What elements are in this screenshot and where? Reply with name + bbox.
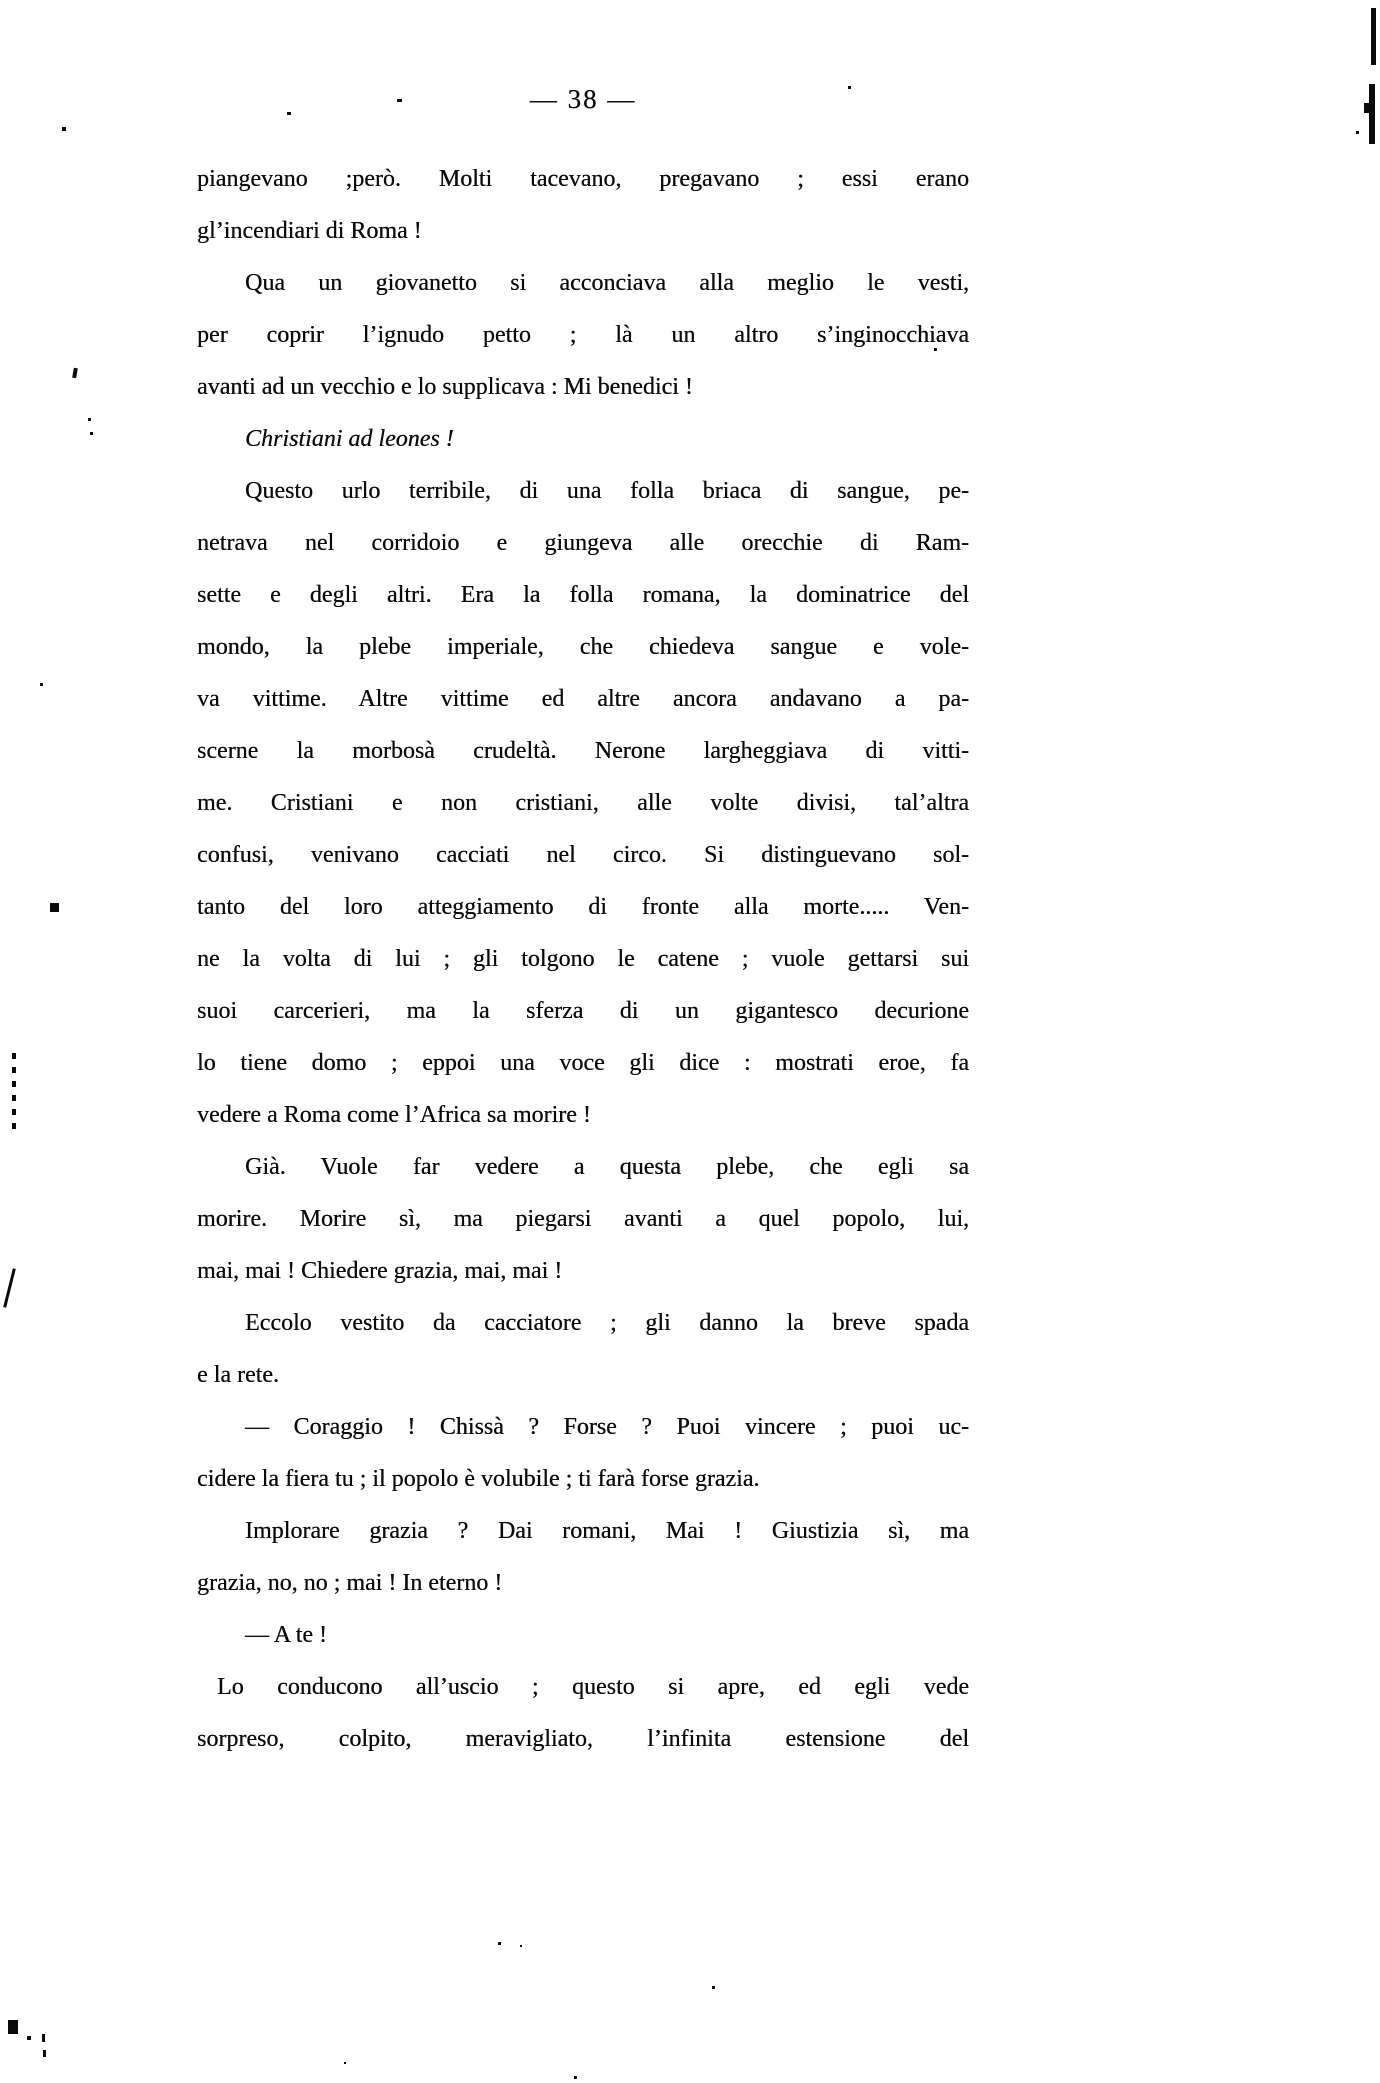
text-line: morire. Morire sì, ma piegarsi avanti a quel popolo, lui, [197,1206,969,1232]
text-line: confusi, venivano cacciati nel circo. Si distinguevano sol- [197,842,969,868]
text-line: grazia, no, no ; mai ! In eterno ! [197,1570,503,1596]
text-line: lo tiene domo ; eppoi una voce gli dice : mostrati eroe, fa [197,1050,969,1076]
text-line: sorpreso, colpito, meravigliato, l’infinita estensione del [197,1726,969,1752]
scan-artifact-right-bar [1371,8,1376,65]
scan-artifact-dotted-line [12,1053,16,1133]
text-block [197,153,969,1765]
scan-speck [88,418,91,421]
text-line: e la rete. [197,1362,279,1388]
scan-speck [27,2036,31,2040]
scan-speck [50,903,59,912]
text-line: cidere la fiera tu ; il popolo è volubile ; ti farà forse grazia. [197,1466,760,1492]
scan-speck [1356,131,1359,134]
scan-speck [498,1942,501,1945]
text-line: Già. Vuole far vedere a questa plebe, che egli sa [245,1154,969,1180]
text-line: me. Cristiani e non cristiani, alle volte divisi, tal’altra [197,790,969,816]
scan-speck [344,2062,346,2064]
text-line: vedere a Roma come l’Africa sa morire ! [197,1102,591,1128]
text-line: scerne la morbosà crudeltà. Nerone largheggiava di vitti- [197,738,969,764]
scan-artifact-slash [3,1268,16,1308]
scan-artifact-corner-blob [8,2020,18,2034]
scan-speck [43,2050,46,2057]
text-line: suoi carcerieri, ma la sferza di un gigantesco decurione [197,998,969,1024]
text-line: Lo conducono all’uscio ; questo si apre, ed egli vede [217,1674,969,1700]
text-line: mondo, la plebe imperiale, che chiedeva sangue e vole- [197,634,969,660]
scan-speck [62,127,66,131]
text-line: piangevano ;però. Molti tacevano, pregavano ; essi erano [197,166,969,192]
text-line: — A te ! [245,1622,327,1648]
scan-speck [40,683,43,686]
scan-speck [397,99,402,102]
text-line: tanto del loro atteggiamento di fronte alla morte..... Ven- [197,894,969,920]
text-line: netrava nel corridoio e giungeva alle orecchie di Ram- [197,530,969,556]
scan-speck [934,348,937,351]
scan-speck [712,1986,715,1989]
text-line: Qua un giovanetto si acconciava alla meglio le vesti, [245,270,969,296]
text-line: Implorare grazia ? Dai romani, Mai ! Giustizia sì, ma [245,1518,969,1544]
scan-speck [574,2076,577,2079]
scan-speck [287,112,291,115]
text-line: va vittime. Altre vittime ed altre ancora andavano a pa- [197,686,969,712]
page-number: — 38 — [529,84,637,114]
scan-speck [42,2034,45,2042]
text-line: avanti ad un vecchio e lo supplicava : Mi benedici ! [197,374,693,400]
text-line: per coprir l’ignudo petto ; là un altro s’inginocchiava [197,322,969,348]
scan-artifact-right-bar [1364,103,1369,113]
text-line: — Coraggio ! Chissà ? Forse ? Puoi vincere ; puoi uc- [245,1414,969,1440]
text-line: ne la volta di lui ; gli tolgono le catene ; vuole gettarsi sui [197,946,969,972]
text-line: gl’incendiari di Roma ! [197,218,422,244]
scan-speck [520,1945,522,1947]
text-line: sette e degli altri. Era la folla romana, la dominatrice del [197,582,969,608]
scan-speck [848,86,851,89]
scan-artifact-right-bar [1369,84,1375,144]
scan-speck [90,432,93,435]
text-line: Christiani ad leones ! [245,426,454,452]
text-line: Eccolo vestito da cacciatore ; gli danno la breve spada [245,1310,969,1336]
scan-speck [72,368,78,379]
text-line: mai, mai ! Chiedere grazia, mai, mai ! [197,1258,563,1284]
text-line: Questo urlo terribile, di una folla briaca di sangue, pe- [245,478,969,504]
